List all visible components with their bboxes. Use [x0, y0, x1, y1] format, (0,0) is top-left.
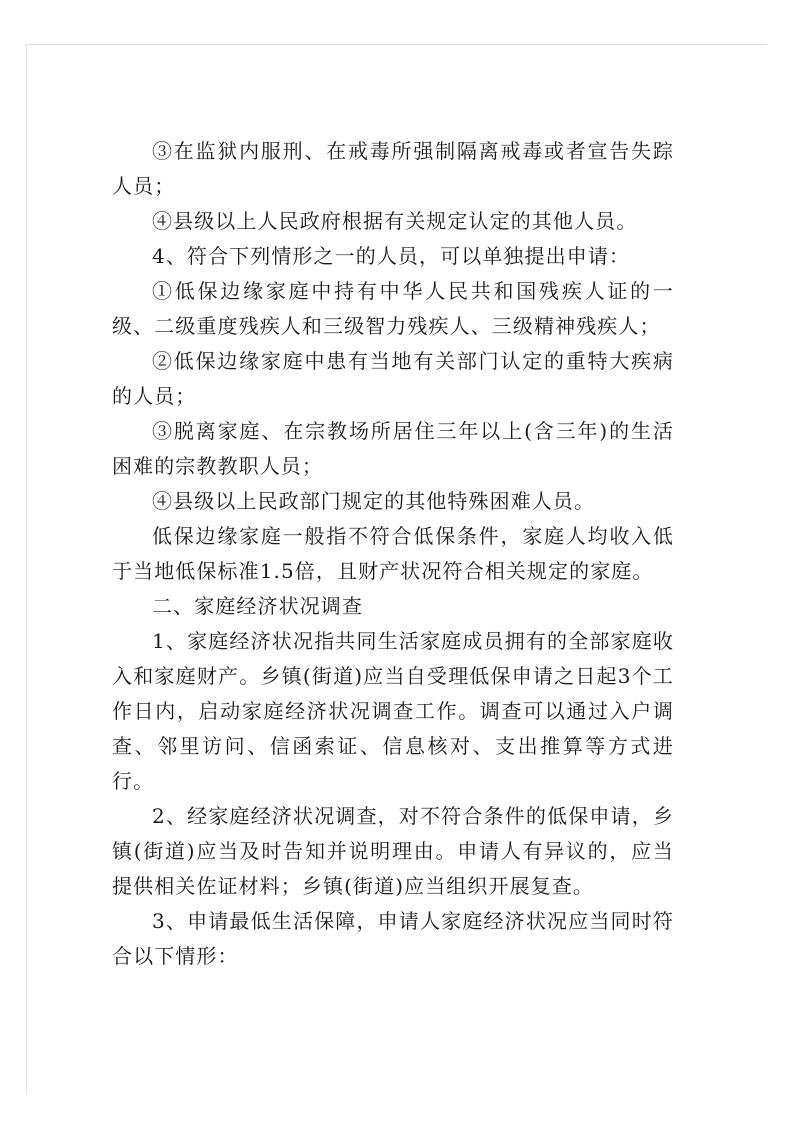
paragraph-survey-item-2: 2、经家庭经济状况调查，对不符合条件的低保申请，乡镇(街道)应当及时告知并说明理由。申请人有异议的，应当提供相关佐证材料；乡镇(街道)应当组织开展复查。 — [112, 804, 674, 898]
paragraph-survey-item-1: 1、家庭经济状况指共同生活家庭成员拥有的全部家庭收入和家庭财产。乡镇(街道)应当自受理低保申请之日起3个工作日内，启动家庭经济状况调查工作。调查可以通过入户调查、邻里访问、信函索证、信息核对、支出推算等方式进行。 — [112, 629, 674, 793]
paragraph-item-3-imprisoned: ③在监狱内服刑、在戒毒所强制隔离戒毒或者宣告失踪人员； — [112, 139, 674, 198]
paragraph-item-4-special-hardship: ④县级以上民政部门规定的其他特殊困难人员。 — [152, 489, 596, 513]
section-heading-economic-survey: 二、家庭经济状况调查 — [152, 594, 363, 618]
paragraph-item-1-disabled: ①低保边缘家庭中持有中华人民共和国残疾人证的一级、二级重度残疾人和三级智力残疾人、三级精神残疾人； — [112, 279, 674, 338]
document-body — [112, 134, 674, 974]
paragraph-survey-item-3: 3、申请最低生活保障，申请人家庭经济状况应当同时符合以下情形： — [112, 909, 674, 968]
paragraph-marginal-family-definition: 低保边缘家庭一般指不符合低保条件，家庭人均收入低于当地低保标准1.5倍，且财产状况符合相关规定的家庭。 — [112, 524, 674, 583]
paragraph-item-4-other-persons: ④县级以上人民政府根据有关规定认定的其他人员。 — [152, 209, 638, 233]
paragraph-section-4-individual-application: 4、符合下列情形之一的人员，可以单独提出申请： — [152, 244, 631, 268]
paragraph-item-3-religious-staff: ③脱离家庭、在宗教场所居住三年以上(含三年)的生活困难的宗教教职人员； — [112, 419, 674, 478]
page-left-edge — [26, 44, 27, 1094]
paragraph-item-2-serious-illness: ②低保边缘家庭中患有当地有关部门认定的重特大疾病的人员； — [112, 349, 674, 408]
page-top-edge — [26, 44, 766, 45]
